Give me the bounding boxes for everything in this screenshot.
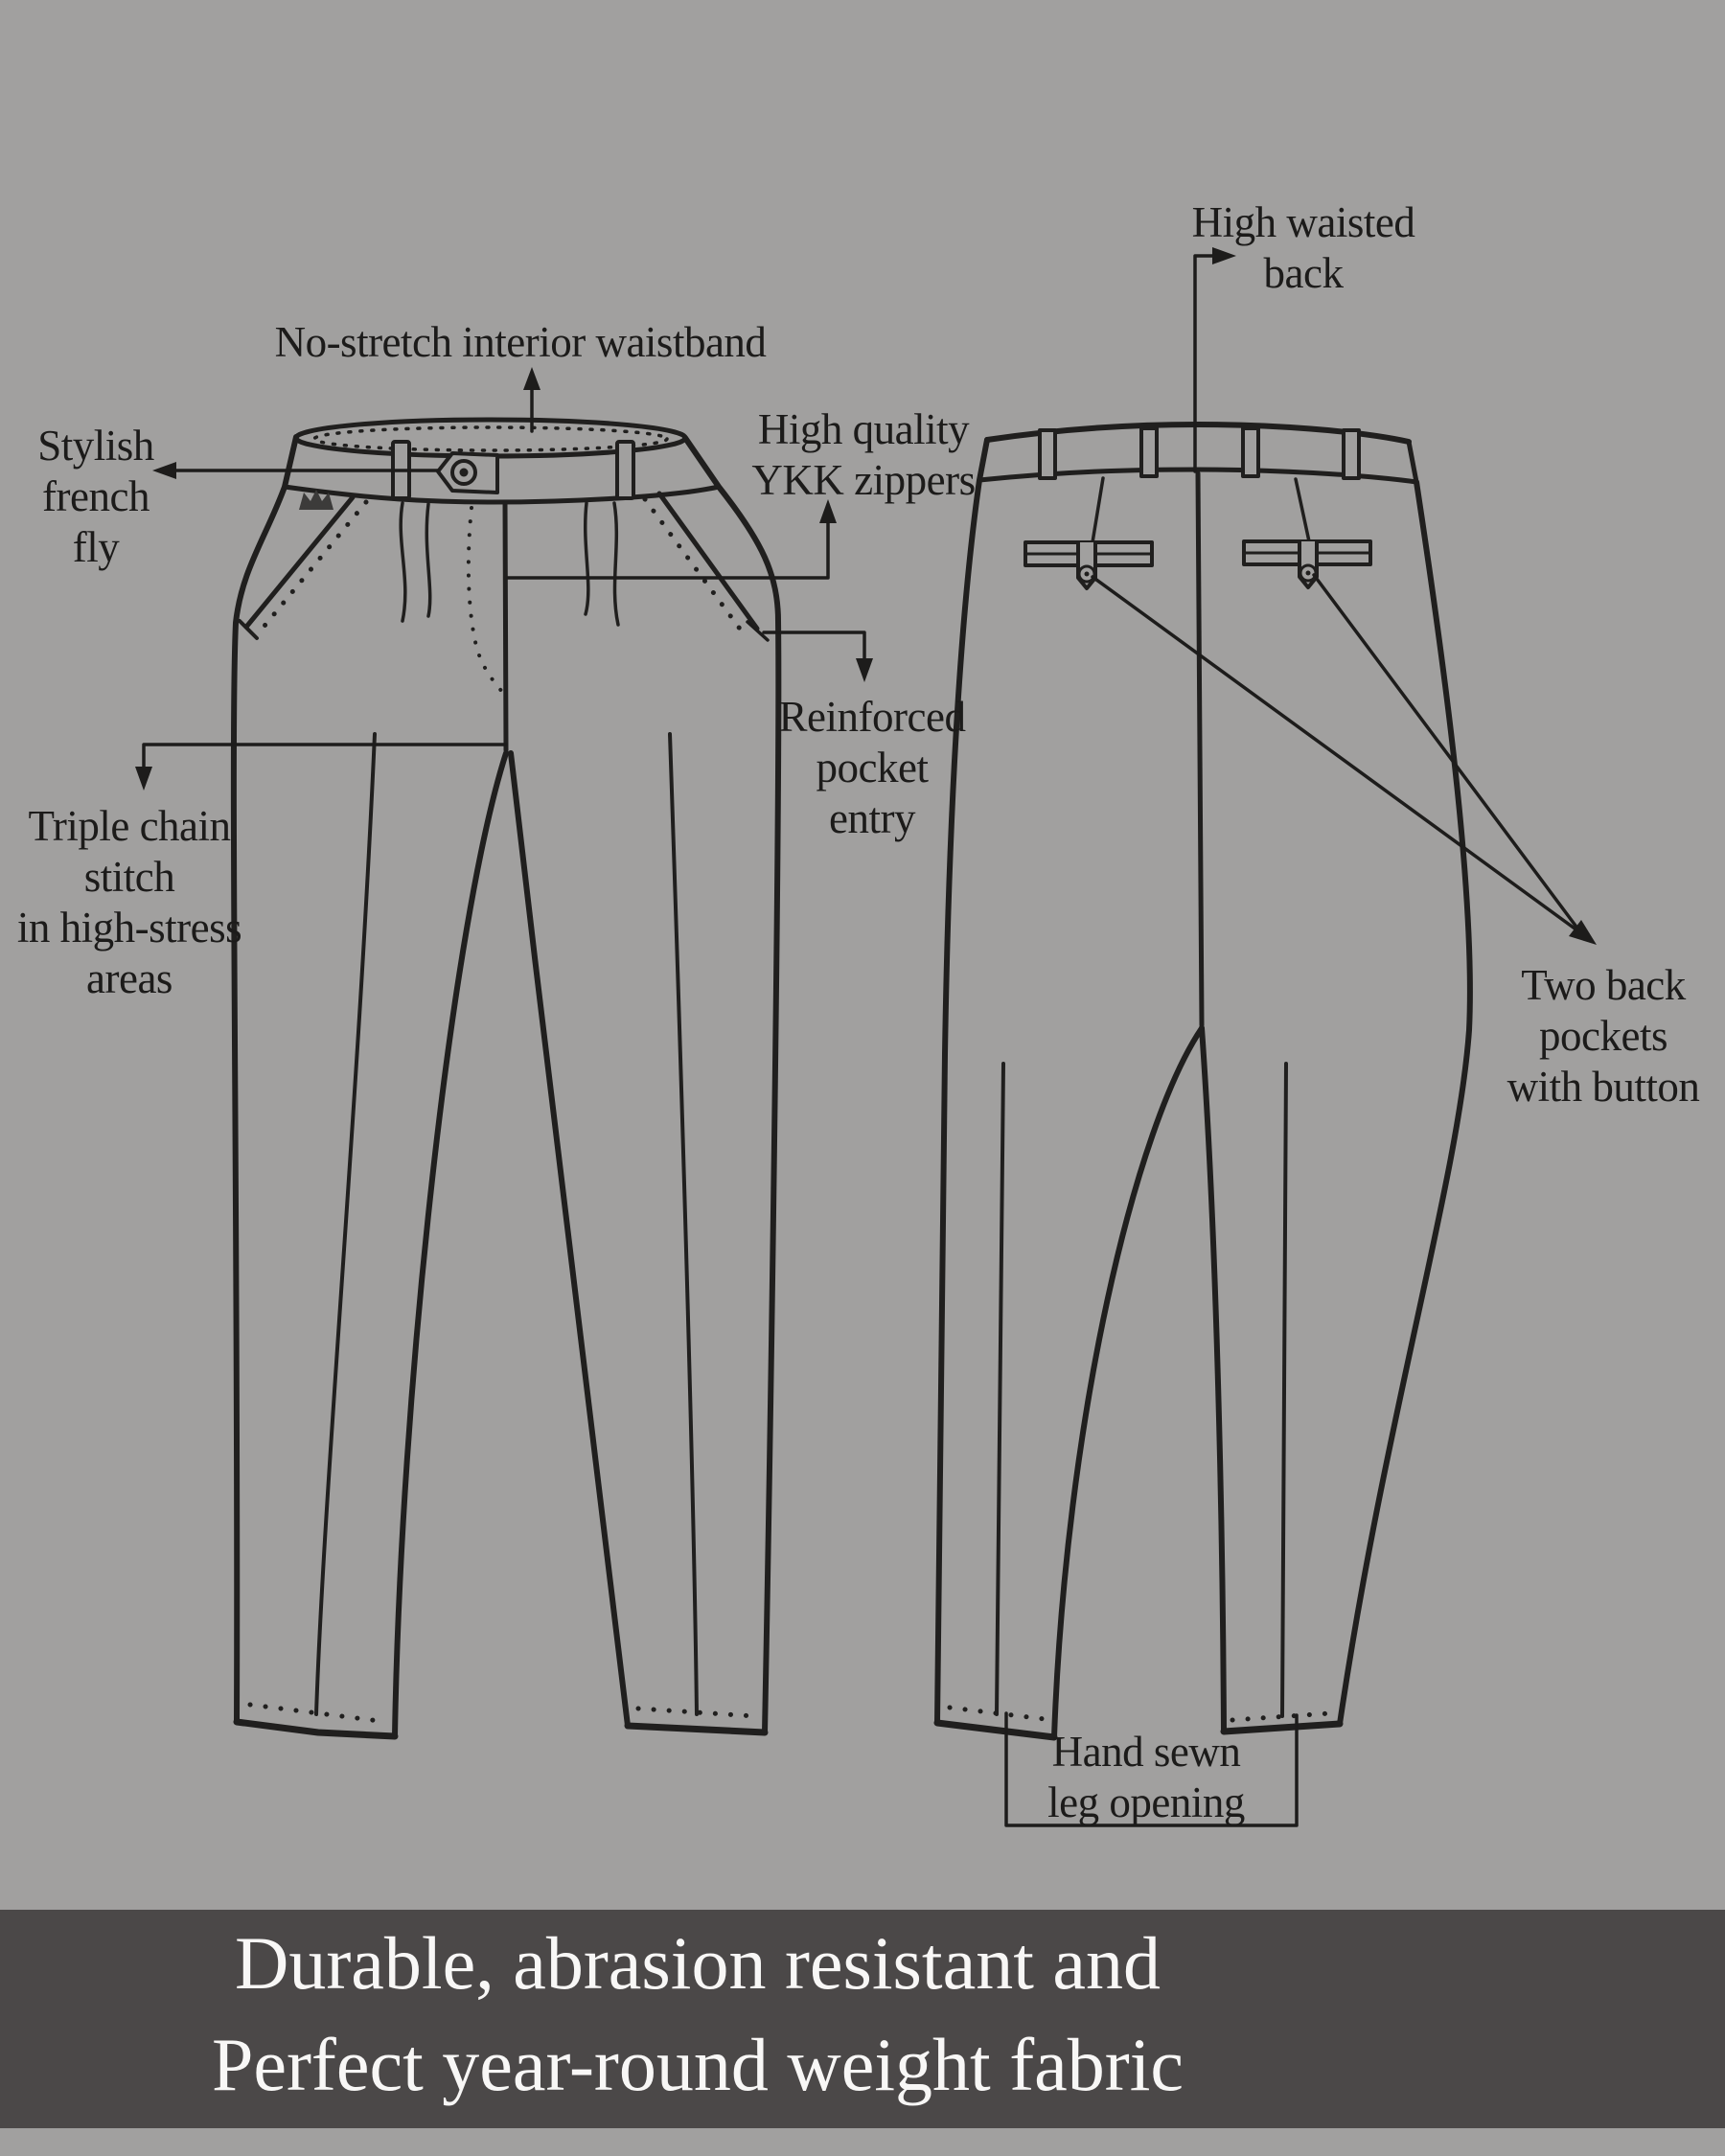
front-trousers-sketch bbox=[234, 420, 778, 1736]
callout-reinforced-pocket bbox=[748, 622, 873, 682]
label-line: pocket bbox=[816, 744, 929, 791]
label-high-waisted-back bbox=[1192, 197, 1415, 299]
label-reinforced-pocket-entry bbox=[779, 692, 966, 844]
front-left-pocket-edge bbox=[247, 497, 353, 626]
fly-button-dot bbox=[460, 469, 469, 477]
back-left-outer-seam bbox=[937, 440, 987, 1723]
front-left-pocket-stitching bbox=[261, 502, 366, 631]
label-line: Two back bbox=[1521, 961, 1686, 1009]
back-dart-left bbox=[1092, 478, 1103, 542]
front-drape-line bbox=[401, 503, 405, 621]
label-line: Hand sewn bbox=[1051, 1728, 1241, 1776]
label-line: Triple chain bbox=[28, 802, 231, 850]
label-triple-chain-stitch bbox=[17, 801, 242, 1004]
back-center-seam bbox=[1198, 473, 1202, 1025]
front-left-hem bbox=[237, 1722, 395, 1736]
front-belt-loop-right bbox=[617, 442, 633, 498]
front-right-inseam bbox=[511, 753, 628, 1726]
label-two-back-pockets bbox=[1507, 960, 1700, 1112]
front-left-outer-seam bbox=[234, 437, 296, 1722]
label-line: back bbox=[1263, 249, 1344, 297]
arrowhead-down-icon bbox=[135, 767, 152, 791]
arrowhead-left-icon bbox=[152, 462, 176, 479]
label-line: areas bbox=[86, 954, 172, 1002]
back-waistband-right-edge bbox=[1409, 442, 1416, 482]
label-line: No-stretch interior waistband bbox=[274, 318, 767, 366]
label-line: Stylish bbox=[37, 422, 154, 470]
front-left-hem-stitching bbox=[250, 1705, 387, 1722]
label-line: High quality bbox=[757, 405, 970, 453]
label-stylish-french-fly bbox=[37, 421, 154, 573]
footer-line: Durable, abrasion resistant and bbox=[234, 1921, 1161, 2005]
arrowhead-down-icon bbox=[856, 658, 873, 682]
back-dart-right bbox=[1296, 479, 1309, 541]
label-line: fly bbox=[72, 523, 120, 571]
front-left-inseam bbox=[395, 753, 506, 1736]
back-left-inseam bbox=[1054, 1028, 1202, 1737]
front-left-crease bbox=[316, 734, 375, 1714]
label-hand-sewn-leg-opening bbox=[1047, 1727, 1245, 1828]
back-belt-loop bbox=[1243, 428, 1258, 476]
front-fly-center-seam bbox=[505, 502, 506, 750]
label-line: pockets bbox=[1539, 1012, 1668, 1060]
back-left-crease bbox=[997, 1064, 1003, 1714]
callout-triple-chain-stitch bbox=[135, 745, 506, 791]
front-drape-line bbox=[426, 504, 429, 616]
footer-fabric-description bbox=[212, 1913, 1184, 2116]
label-line: leg opening bbox=[1047, 1778, 1245, 1826]
front-waistband-interior-stitching bbox=[314, 427, 667, 450]
label-line: entry bbox=[829, 794, 915, 842]
label-line: YKK zippers bbox=[751, 456, 976, 504]
back-belt-loop bbox=[1344, 430, 1359, 478]
back-right-outer-seam bbox=[1340, 482, 1470, 1724]
front-right-crease bbox=[670, 734, 697, 1714]
back-left-hem bbox=[937, 1723, 1054, 1737]
back-pocket-left-button-dot bbox=[1085, 572, 1090, 577]
back-pocket-right-button-dot bbox=[1306, 571, 1311, 576]
label-no-stretch-interior-waistband bbox=[275, 317, 767, 368]
label-high-quality-ykk-zippers bbox=[751, 404, 975, 506]
label-line: french bbox=[42, 472, 150, 520]
front-right-hem bbox=[628, 1726, 765, 1732]
label-line: in high-stress bbox=[16, 904, 242, 952]
back-right-inseam bbox=[1202, 1028, 1224, 1732]
front-right-pocket-stitching bbox=[645, 499, 745, 635]
fly-zipper-stitching bbox=[469, 508, 502, 692]
label-line: Reinforced bbox=[778, 693, 966, 741]
label-line: High waisted bbox=[1191, 198, 1415, 246]
front-drape-line bbox=[614, 503, 618, 625]
callout-two-back-pockets bbox=[1092, 575, 1597, 945]
back-belt-loop bbox=[1040, 430, 1055, 478]
arrowhead-up-icon bbox=[523, 367, 540, 390]
front-drape-line bbox=[586, 503, 588, 614]
label-line: with button bbox=[1506, 1063, 1700, 1111]
label-line: stitch bbox=[83, 853, 175, 901]
back-belt-loop bbox=[1141, 428, 1157, 476]
back-trousers-sketch bbox=[937, 424, 1470, 1737]
footer-line: Perfect year-round weight fabric bbox=[211, 2023, 1184, 2106]
back-right-crease bbox=[1282, 1064, 1286, 1716]
